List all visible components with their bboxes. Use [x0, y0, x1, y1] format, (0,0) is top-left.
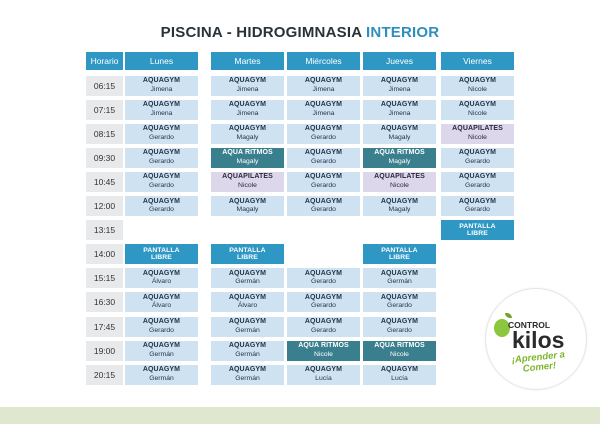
time-cell: 06:15: [86, 76, 123, 96]
instructor-name: Gerardo: [149, 157, 174, 165]
class-name: AQUAGYM: [142, 197, 181, 205]
class-name: AQUAGYM: [458, 149, 497, 157]
class-cell-aquagym: [125, 341, 198, 361]
leaf-icon: [505, 313, 512, 318]
header-day: Viernes: [441, 52, 514, 70]
class-cell-aquagym: [125, 365, 198, 385]
time-cell: 19:00: [86, 341, 123, 361]
class-cell-aquagym: [125, 317, 198, 337]
class-name: AQUAPILATES: [222, 173, 273, 181]
class-name: AQUAGYM: [304, 318, 343, 325]
class-name: AQUAGYM: [228, 197, 267, 205]
class-cell-aquagym: [287, 317, 360, 337]
class-cell-aquagym: [363, 76, 436, 96]
class-cell-aquagym: [363, 124, 436, 144]
instructor-name: Magaly: [388, 206, 411, 213]
class-cell-aquagym: [287, 76, 360, 96]
header-day: Miércoles: [287, 52, 360, 70]
class-cell-aquagym: [211, 196, 284, 216]
class-name: AQUAGYM: [228, 366, 267, 374]
class-name: AQUAGYM: [380, 269, 419, 277]
class-cell-pantalla: [441, 220, 514, 240]
class-cell-aquagym: [125, 76, 198, 96]
instructor-name: Gerardo: [311, 302, 336, 310]
class-cell-aquagym: [211, 341, 284, 361]
class-name: AQUAGYM: [142, 366, 181, 374]
time-cell: 08:15: [86, 124, 123, 144]
class-cell-aquagym: [441, 172, 514, 192]
page-title: [0, 24, 600, 41]
class-name: AQUAGYM: [380, 293, 419, 301]
instructor-name: Magaly: [236, 157, 259, 165]
instructor-name: Gerardo: [149, 206, 174, 213]
instructor-name: Germán: [235, 278, 260, 286]
class-cell-aquagym: [441, 100, 514, 120]
logo-slogan: ¡Aprender a Comer!: [511, 349, 566, 375]
instructor-name: Magaly: [236, 133, 259, 141]
class-name: AQUAGYM: [458, 197, 497, 205]
class-cell-aquagym: [441, 196, 514, 216]
instructor-name: Nicole: [314, 350, 333, 358]
instructor-name: Gerardo: [387, 326, 412, 334]
class-name: AQUAGYM: [142, 269, 181, 277]
class-name: AQUAGYM: [142, 101, 181, 109]
class-name: AQUA RITMOS: [222, 149, 273, 157]
class-name: PANTALLA LIBRE: [459, 222, 496, 238]
class-name: AQUAGYM: [228, 101, 267, 109]
class-cell-aquagym: [125, 268, 198, 288]
instructor-name: Gerardo: [311, 278, 336, 286]
class-cell-aquagym: [363, 317, 436, 337]
class-name: AQUAGYM: [228, 77, 267, 84]
class-cell-aquagym: [211, 292, 284, 312]
logo-brand-text: kilos: [512, 327, 565, 353]
title-main: PISCINA - HIDROGIMNASIA: [160, 24, 362, 41]
class-name: AQUAGYM: [142, 293, 181, 301]
class-cell-aquagym: [287, 268, 360, 288]
class-name: AQUAGYM: [380, 318, 419, 325]
instructor-name: Nicole: [390, 181, 409, 189]
instructor-name: Jimena: [150, 85, 173, 93]
instructor-name: Nicole: [390, 350, 409, 358]
instructor-name: Gerardo: [149, 181, 174, 189]
instructor-name: Germán: [235, 350, 260, 358]
class-cell-aquagym: [287, 124, 360, 144]
footer-bar: [0, 407, 600, 424]
instructor-name: Gerardo: [149, 133, 174, 141]
class-name: AQUAGYM: [304, 293, 343, 301]
schedule-table: [86, 52, 516, 382]
instructor-name: Jimena: [312, 109, 335, 117]
class-name: AQUAGYM: [228, 342, 267, 350]
instructor-name: Jimena: [312, 85, 335, 93]
class-name: AQUAGYM: [458, 173, 497, 181]
header-day: Jueves: [363, 52, 436, 70]
class-cell-aquagym: [287, 148, 360, 168]
class-name: AQUAGYM: [228, 269, 267, 277]
class-name: AQUAGYM: [304, 77, 343, 84]
instructor-name: Nicole: [468, 109, 487, 117]
class-cell-aquagym: [363, 196, 436, 216]
class-cell-aquagym: [287, 365, 360, 385]
class-cell-aquagym: [125, 172, 198, 192]
header-horario: Horario: [86, 52, 123, 70]
class-name: AQUAGYM: [458, 101, 497, 109]
class-name: AQUAGYM: [380, 197, 419, 205]
header-day: Lunes: [125, 52, 198, 70]
instructor-name: Gerardo: [465, 157, 490, 165]
class-name: PANTALLA LIBRE: [143, 246, 180, 262]
time-cell: 20:15: [86, 365, 123, 385]
class-cell-ritmos: [211, 148, 284, 168]
instructor-name: Gerardo: [311, 181, 336, 189]
class-name: AQUAGYM: [458, 77, 497, 84]
instructor-name: Magaly: [388, 157, 411, 165]
class-name: AQUAGYM: [304, 101, 343, 109]
class-cell-aquagym: [363, 100, 436, 120]
class-name: AQUAGYM: [380, 125, 419, 133]
class-name: AQUAGYM: [228, 125, 267, 133]
class-cell-aquagym: [211, 268, 284, 288]
instructor-name: Jimena: [388, 109, 411, 117]
class-name: AQUA RITMOS: [298, 342, 349, 350]
instructor-name: Gerardo: [465, 181, 490, 189]
time-cell: 07:15: [86, 100, 123, 120]
instructor-name: Germán: [149, 374, 174, 382]
class-cell-aquagym: [287, 172, 360, 192]
time-cell: 10:45: [86, 172, 123, 192]
instructor-name: Gerardo: [149, 326, 174, 334]
header-day: Martes: [211, 52, 284, 70]
class-cell-aquagym: [441, 76, 514, 96]
instructor-name: Gerardo: [311, 326, 336, 334]
class-name: AQUAPILATES: [452, 125, 503, 133]
time-cell: 14:00: [86, 244, 123, 264]
instructor-name: Jimena: [388, 85, 411, 93]
class-name: AQUAGYM: [142, 149, 181, 157]
class-name: AQUAGYM: [142, 77, 181, 84]
class-cell-aquagym: [125, 124, 198, 144]
time-cell: 17:45: [86, 317, 123, 337]
class-cell-pilates: [211, 172, 284, 192]
class-cell-pilates: [441, 124, 514, 144]
control-kilos-logo: [485, 288, 587, 390]
class-cell-aquagym: [287, 292, 360, 312]
instructor-name: Álvaro: [151, 302, 172, 310]
instructor-name: Germán: [235, 374, 260, 382]
class-name: AQUAGYM: [304, 269, 343, 277]
class-name: AQUA RITMOS: [374, 342, 425, 350]
instructor-name: Gerardo: [311, 206, 336, 213]
class-name: PANTALLA LIBRE: [381, 246, 418, 262]
instructor-name: Jimena: [150, 109, 173, 117]
class-name: AQUAGYM: [304, 173, 343, 181]
class-name: AQUAGYM: [304, 125, 343, 133]
title-accent: INTERIOR: [366, 24, 440, 41]
class-name: AQUAGYM: [304, 149, 343, 157]
class-cell-ritmos: [287, 341, 360, 361]
class-name: AQUAGYM: [304, 366, 343, 374]
logo-top-text: CONTROL: [508, 320, 551, 330]
class-cell-aquagym: [125, 100, 198, 120]
class-name: AQUAGYM: [228, 318, 267, 325]
class-cell-aquagym: [211, 317, 284, 337]
class-cell-aquagym: [287, 196, 360, 216]
class-cell-aquagym: [125, 196, 198, 216]
class-name: AQUAGYM: [380, 101, 419, 109]
instructor-name: Germán: [387, 278, 412, 286]
instructor-name: Lucía: [391, 374, 408, 382]
class-cell-aquagym: [211, 76, 284, 96]
instructor-name: Gerardo: [311, 133, 336, 141]
class-name: AQUAGYM: [380, 77, 419, 84]
class-cell-aquagym: [211, 100, 284, 120]
instructor-name: Nicole: [468, 85, 487, 93]
class-cell-aquagym: [363, 268, 436, 288]
class-name: AQUAGYM: [228, 293, 267, 301]
instructor-name: Gerardo: [387, 302, 412, 310]
class-cell-ritmos: [363, 148, 436, 168]
time-cell: 15:15: [86, 268, 123, 288]
class-name: AQUAGYM: [304, 197, 343, 205]
class-cell-aquagym: [363, 365, 436, 385]
class-cell-aquagym: [211, 365, 284, 385]
instructor-name: Germán: [235, 326, 260, 334]
class-cell-aquagym: [125, 292, 198, 312]
class-cell-aquagym: [441, 148, 514, 168]
instructor-name: Magaly: [388, 133, 411, 141]
class-name: AQUAPILATES: [374, 173, 425, 181]
class-cell-pantalla: [125, 244, 198, 264]
instructor-name: Álvaro: [151, 278, 172, 286]
time-cell: 13:15: [86, 220, 123, 240]
class-name: AQUA RITMOS: [374, 149, 425, 157]
class-cell-aquagym: [125, 148, 198, 168]
instructor-name: Jimena: [236, 109, 259, 117]
time-cell: 09:30: [86, 148, 123, 168]
class-name: AQUAGYM: [142, 342, 181, 350]
instructor-name: Magaly: [236, 206, 259, 213]
class-cell-aquagym: [211, 124, 284, 144]
class-cell-aquagym: [287, 100, 360, 120]
class-name: AQUAGYM: [380, 366, 419, 374]
class-name: AQUAGYM: [142, 173, 181, 181]
instructor-name: Gerardo: [311, 157, 336, 165]
class-cell-ritmos: [363, 341, 436, 361]
class-cell-pilates: [363, 172, 436, 192]
class-cell-aquagym: [363, 292, 436, 312]
instructor-name: Nicole: [468, 133, 487, 141]
instructor-name: Álvaro: [237, 302, 258, 310]
class-name: AQUAGYM: [142, 125, 181, 133]
instructor-name: Germán: [149, 350, 174, 358]
class-cell-pantalla: [363, 244, 436, 264]
class-name: PANTALLA LIBRE: [229, 246, 266, 262]
class-cell-pantalla: [211, 244, 284, 264]
class-name: AQUAGYM: [142, 318, 181, 325]
time-cell: 12:00: [86, 196, 123, 216]
instructor-name: Nicole: [238, 181, 257, 189]
instructor-name: Gerardo: [465, 206, 490, 213]
instructor-name: Lucía: [315, 374, 332, 382]
instructor-name: Jimena: [236, 85, 259, 93]
time-cell: 16:30: [86, 292, 123, 312]
